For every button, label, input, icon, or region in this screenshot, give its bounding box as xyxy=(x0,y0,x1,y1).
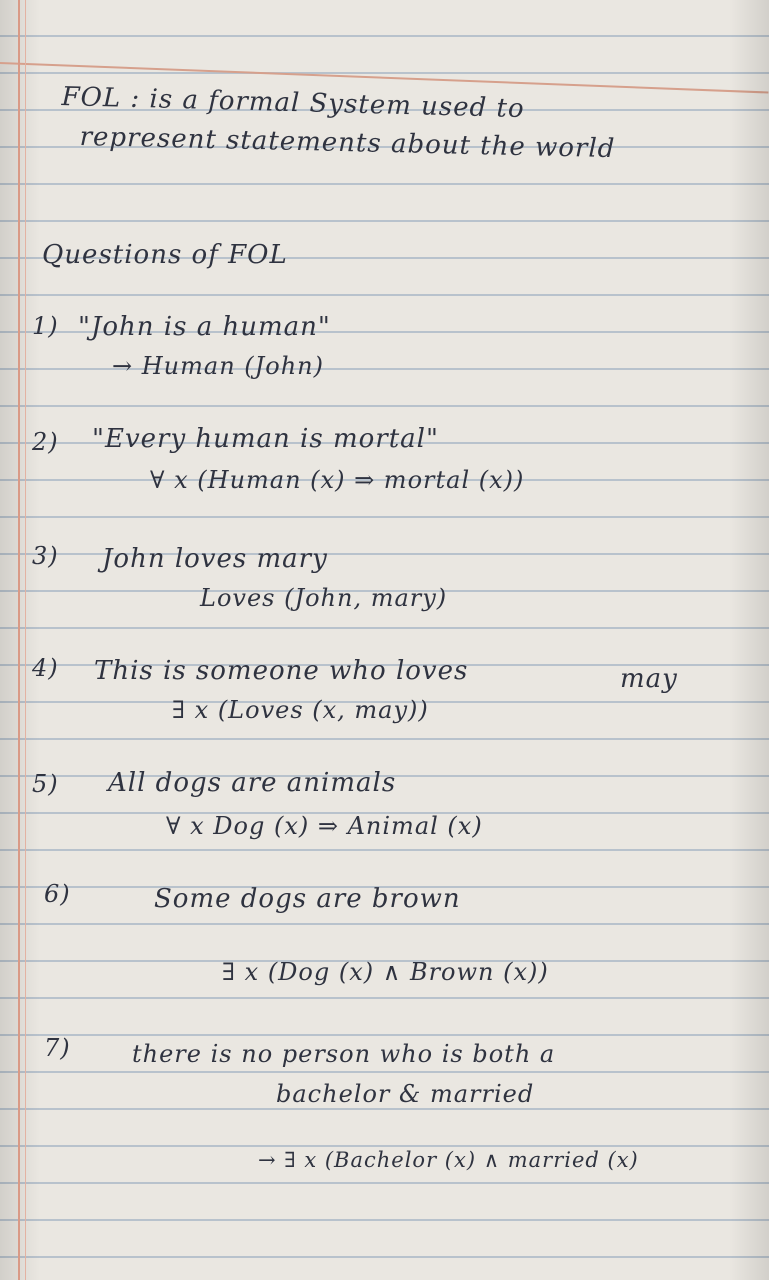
question-7-number: 7) xyxy=(44,1034,71,1062)
question-1-statement: "John is a human" xyxy=(78,312,331,342)
question-4-statement-end: may xyxy=(620,664,678,694)
question-2-number: 2) xyxy=(32,428,59,456)
question-6-number: 6) xyxy=(44,880,71,908)
question-4-fol: ∃ x (Loves (x, may)) xyxy=(172,696,429,724)
question-6-statement: Some dogs are brown xyxy=(154,884,461,914)
question-5-fol: ∀ x Dog (x) ⇒ Animal (x) xyxy=(166,812,483,840)
question-4-number: 4) xyxy=(32,654,59,682)
margin-line-secondary xyxy=(25,0,26,1280)
question-1-fol: → Human (John) xyxy=(112,352,324,380)
question-3-fol: Loves (John, mary) xyxy=(200,584,448,612)
section-heading: Questions of FOL xyxy=(42,240,288,270)
question-3-number: 3) xyxy=(32,542,59,570)
definition-line-1: FOL : is a formal System used to xyxy=(61,82,525,125)
question-7-statement-line-2: bachelor & married xyxy=(276,1080,535,1108)
question-7-statement: there is no person who is both a xyxy=(132,1040,556,1068)
question-3-statement: John loves mary xyxy=(102,544,328,574)
definition-line-2: represent statements about the world xyxy=(79,122,616,165)
margin-line xyxy=(18,0,20,1280)
question-1-number: 1) xyxy=(32,312,59,340)
question-6-fol: ∃ x (Dog (x) ∧ Brown (x)) xyxy=(222,958,549,986)
question-5-statement: All dogs are animals xyxy=(108,768,397,798)
page-edge-shadow xyxy=(729,0,769,1280)
question-5-number: 5) xyxy=(32,770,59,798)
question-2-fol: ∀ x (Human (x) ⇒ mortal (x)) xyxy=(150,466,525,494)
question-2-statement: "Every human is mortal" xyxy=(92,424,439,454)
question-4-statement: This is someone who loves xyxy=(94,656,469,686)
question-7-fol: → ∃ x (Bachelor (x) ∧ married (x) xyxy=(258,1148,639,1172)
